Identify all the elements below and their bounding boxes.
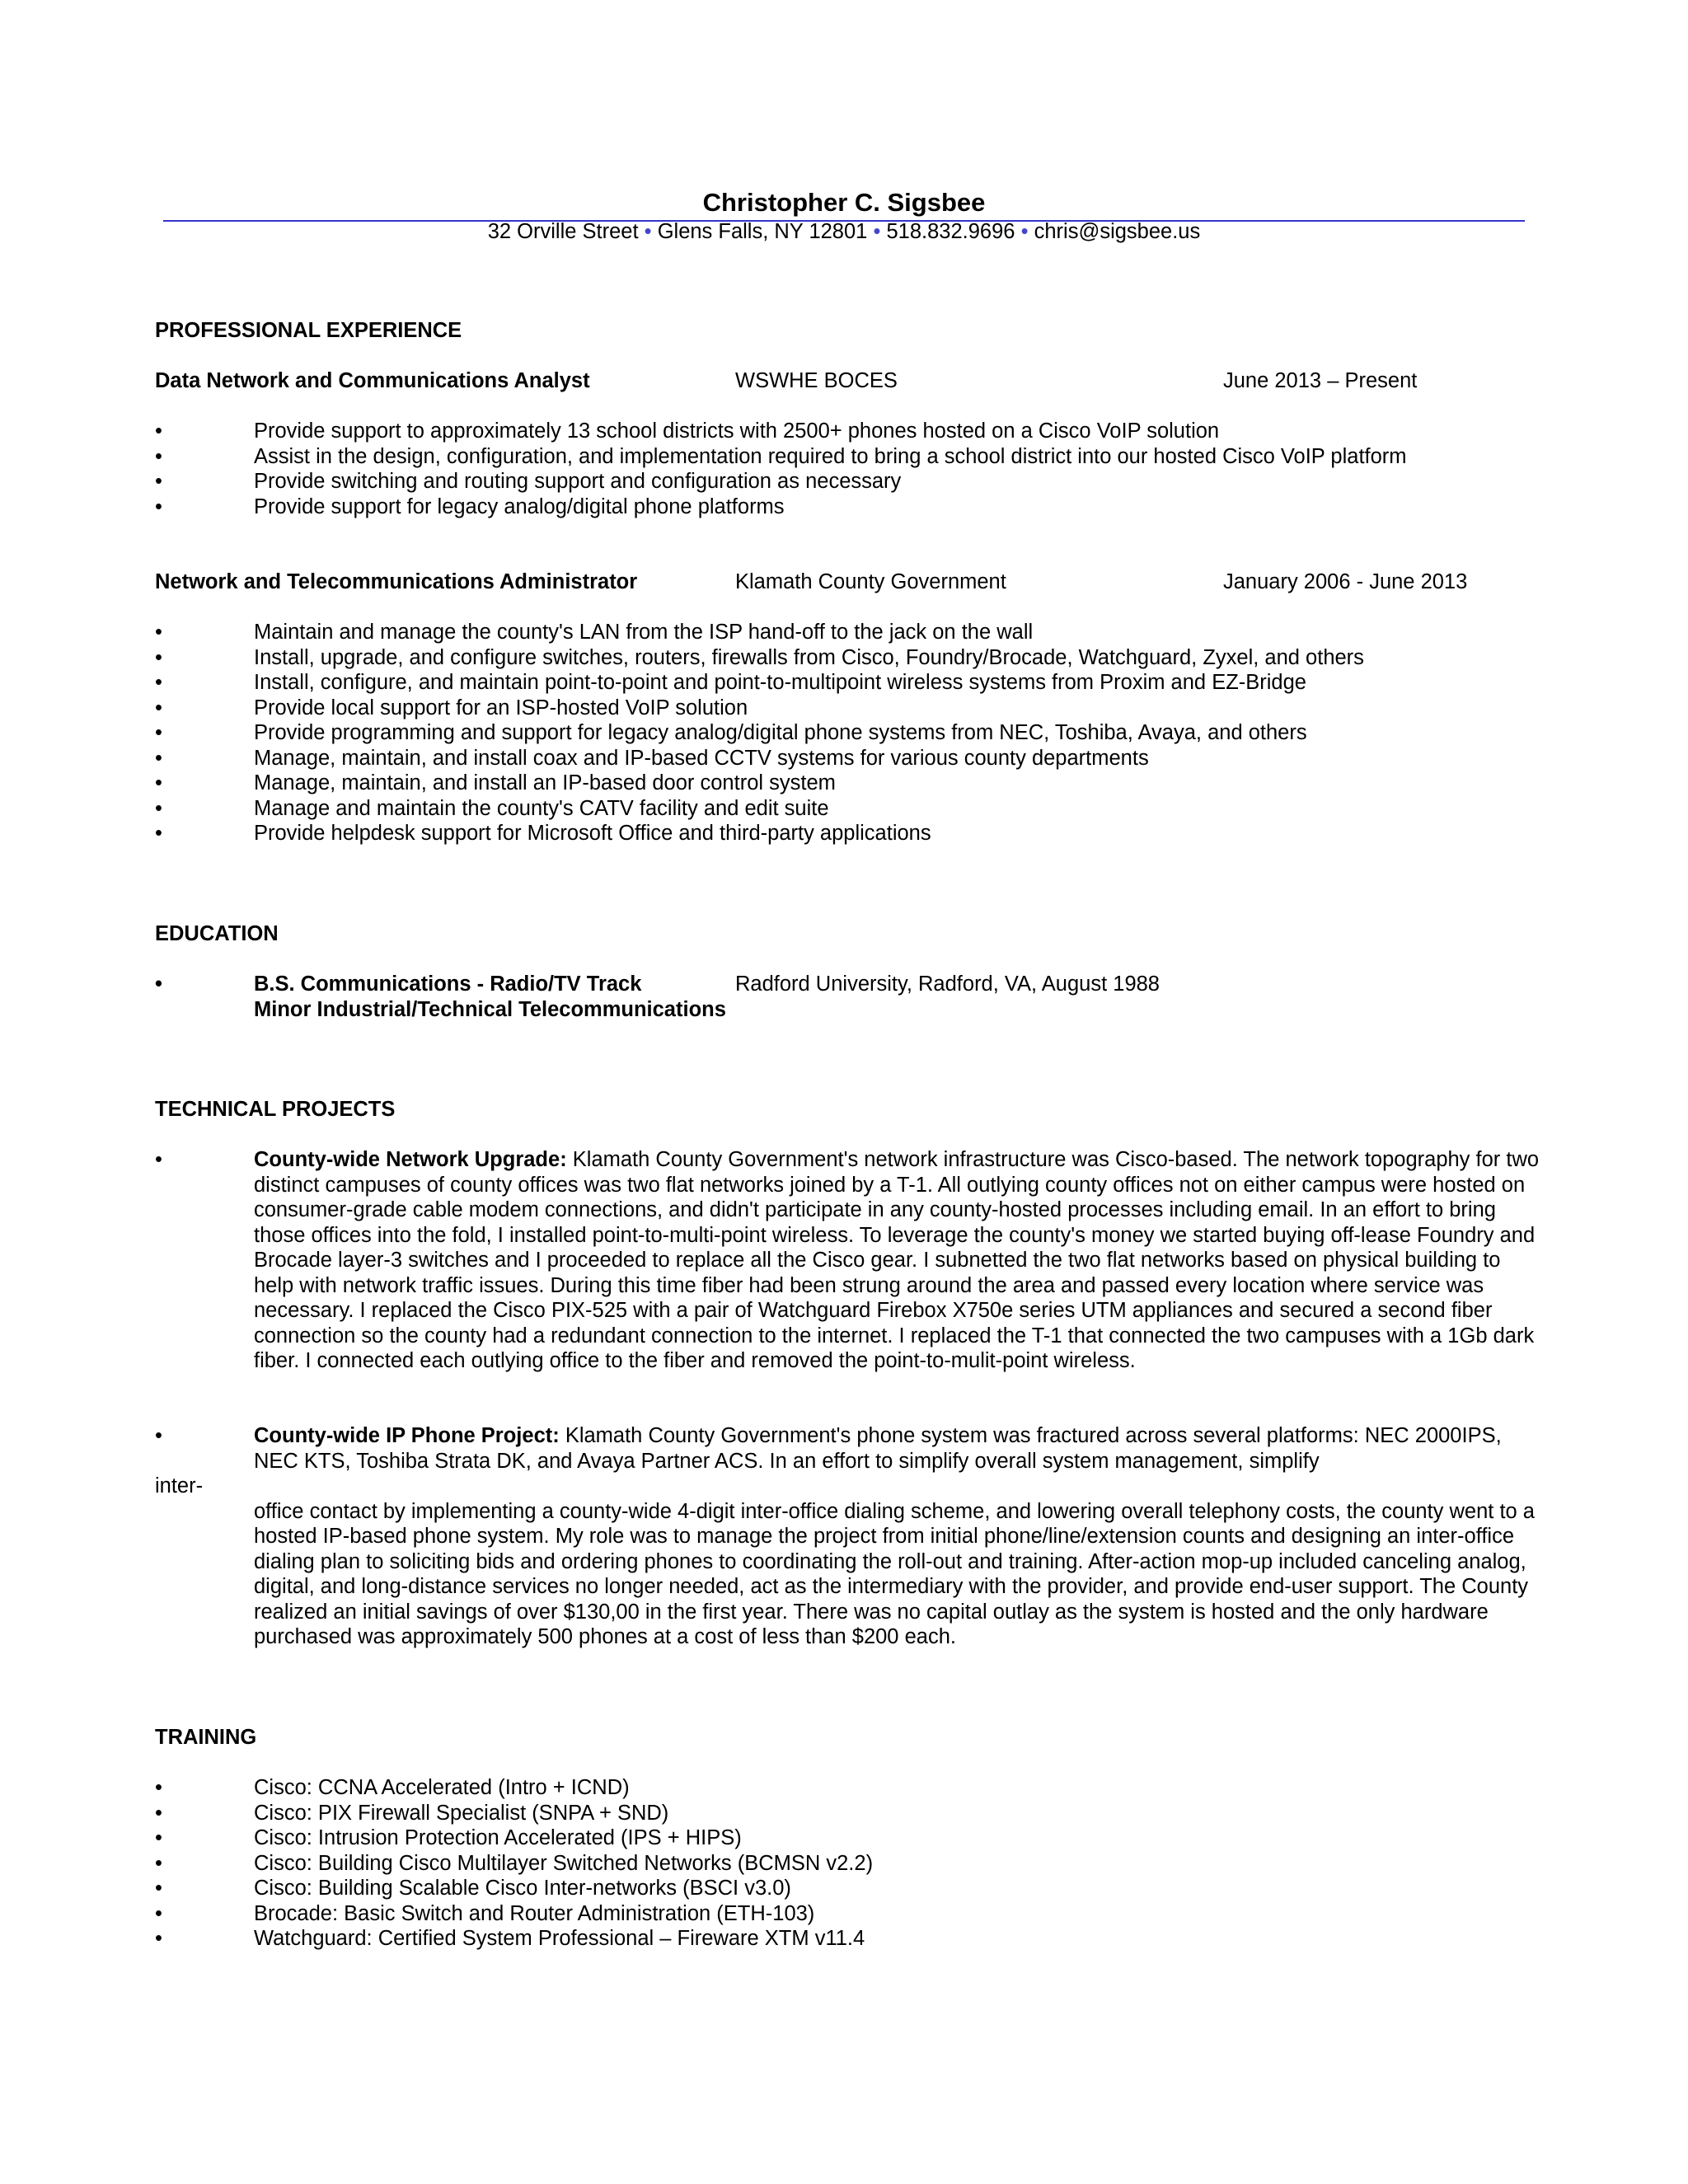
section-heading-training: TRAINING xyxy=(155,1726,257,1749)
project-description xyxy=(254,1423,1540,1474)
job-bullet: Manage, maintain, and install an IP-based door control system xyxy=(254,771,836,794)
bullet: • xyxy=(155,1801,162,1825)
bullet: • xyxy=(155,822,162,845)
bullet: • xyxy=(155,1826,162,1849)
bullet: • xyxy=(155,645,162,669)
contact-email: chris@sigsbee.us xyxy=(1034,220,1201,243)
job-bullet: Maintain and manage the county's LAN from the ISP hand-off to the jack on the wall xyxy=(254,621,1034,644)
training-item: Watchguard: Certified System Professional – Fireware XTM v11.4 xyxy=(254,1927,865,1950)
training-item: Brocade: Basic Switch and Router Administration (ETH-103) xyxy=(254,1901,815,1925)
bullet: • xyxy=(155,1776,162,1799)
bullet: • xyxy=(155,746,162,770)
contact-separator: • xyxy=(644,220,652,243)
job-title: Network and Telecommunications Administrator xyxy=(155,570,638,593)
contact-separator: • xyxy=(873,220,881,243)
contact-phone: 518.832.9696 xyxy=(886,220,1015,243)
bullet: • xyxy=(155,972,162,996)
project-title: County-wide IP Phone Project: xyxy=(254,1424,560,1447)
job-bullet: Assist in the design, configuration, and implementation required to bring a school district into our hosted Cisco VoIP platform xyxy=(254,444,1407,468)
job-dates: January 2006 - June 2013 xyxy=(1223,570,1468,593)
candidate-name: Christopher C. Sigsbee xyxy=(702,188,986,217)
section-heading-projects: TECHNICAL PROJECTS xyxy=(155,1098,396,1121)
job-employer: WSWHE BOCES xyxy=(735,369,898,392)
bullet: • xyxy=(155,1927,162,1950)
training-item: Cisco: Intrusion Protection Accelerated (IPS + HIPS) xyxy=(254,1826,742,1849)
bullet: • xyxy=(155,721,162,744)
education-degree: B.S. Communications - Radio/TV Track xyxy=(254,972,642,996)
bullet: • xyxy=(155,1148,162,1171)
job-bullet: Install, upgrade, and configure switches, routers, firewalls from Cisco, Foundry/Brocade, Watchguard, Zyxel, and others xyxy=(254,645,1364,669)
training-item: Cisco: PIX Firewall Specialist (SNPA + SND) xyxy=(254,1801,669,1825)
job-bullet: Provide support for legacy analog/digital phone platforms xyxy=(254,494,785,518)
project-title: County-wide Network Upgrade: xyxy=(254,1148,567,1171)
bullet: • xyxy=(155,470,162,493)
project-orphan-text: inter- xyxy=(155,1474,204,1497)
section-heading-education: EDUCATION xyxy=(155,922,279,945)
job-bullet: Manage, maintain, and install coax and IP-based CCTV systems for various county departments xyxy=(254,746,1149,770)
project-text: Klamath County Government's network infrastructure was Cisco-based. The network topography for two distinct campuses of county offices was two flat networks joined by a T-1. All outlying county offices not on either campus were hosted on consumer-grade cable modem connections, and didn't participate in any county-hosted processes including email. In an effort to bring those offices into the fold, I installed point-to-multi-point wireless. To leverage the county's money we started buying off-lease Foundry and Brocade layer-3 switches and I proceeded to replace all the Cisco gear. I subnetted the two flat networks based on physical building to help with network traffic issues. During this time fiber had been strung around the area and passed every location where service was necessary. I replaced the Cisco PIX-525 with a pair of Watchguard Firebox X750e series UTM appliances and secured a second fiber connection so the county had a redundant connection to the internet. I replaced the T-1 that connected the two campuses with a 1Gb dark fiber. I connected each outlying office to the fiber and removed the point-to-mulit-point wireless. xyxy=(254,1148,1540,1372)
bullet: • xyxy=(155,771,162,794)
bullet: • xyxy=(155,1877,162,1900)
education-minor: Minor Industrial/Technical Telecommunications xyxy=(254,997,726,1021)
bullet: • xyxy=(155,444,162,468)
job-employer: Klamath County Government xyxy=(735,570,1006,593)
project-description xyxy=(254,1147,1540,1374)
bullet: • xyxy=(155,1851,162,1875)
job-bullet: Install, configure, and maintain point-to-point and point-to-multipoint wireless systems from Proxim and EZ-Bridge xyxy=(254,671,1306,694)
contact-line xyxy=(0,219,1688,245)
job-bullet: Provide helpdesk support for Microsoft Office and third-party applications xyxy=(254,822,931,845)
training-item: Cisco: Building Scalable Cisco Inter-networks (BSCI v3.0) xyxy=(254,1877,791,1900)
contact-city: Glens Falls, NY 12801 xyxy=(657,220,868,243)
contact-street: 32 Orville Street xyxy=(487,220,639,243)
bullet: • xyxy=(155,796,162,820)
training-item: Cisco: Building Cisco Multilayer Switched Networks (BCMSN v2.2) xyxy=(254,1851,874,1875)
job-bullet: Provide programming and support for legacy analog/digital phone systems from NEC, Toshiba, Avaya, and others xyxy=(254,721,1307,744)
job-bullet: Provide support to approximately 13 school districts with 2500+ phones hosted on a Cisco VoIP solution xyxy=(254,419,1220,443)
bullet: • xyxy=(155,1424,162,1447)
bullet: • xyxy=(155,419,162,443)
bullet: • xyxy=(155,696,162,719)
job-bullet: Manage and maintain the county's CATV facility and edit suite xyxy=(254,796,829,820)
bullet: • xyxy=(155,494,162,518)
training-item: Cisco: CCNA Accelerated (Intro + ICND) xyxy=(254,1776,630,1799)
job-bullet: Provide local support for an ISP-hosted VoIP solution xyxy=(254,696,748,719)
job-dates: June 2013 – Present xyxy=(1223,369,1418,392)
job-title: Data Network and Communications Analyst xyxy=(155,369,590,392)
project-text: Klamath County Government's phone system was fractured across several platforms: NEC 2000IPS, NEC KTS, Toshiba Strata DK, and Avaya Partner ACS. In an effort to simplify overall system management, simplify xyxy=(254,1424,1502,1473)
contact-separator: • xyxy=(1020,220,1029,243)
education-school: Radford University, Radford, VA, August 1988 xyxy=(735,972,1160,996)
project-text-continued: office contact by implementing a county-wide 4-digit inter-office dialing scheme, and lowering overall telephony costs, the county went to a hosted IP-based phone system. My role was to manage the project from initial phone/line/extension counts and designing an inter-office dialing plan to soliciting bids and ordering phones to coordinating the roll-out and training. After-action mop-up included canceling analog, digital, and long-distance services no longer needed, act as the intermediary with the provider, and provide end-user support. The County realized an initial savings of over $130,00 in the first year. There was no capital outlay as the system is hosted and the only hardware purchased was approximately 500 phones at a cost of less than $200 each. xyxy=(254,1499,1535,1648)
bullet: • xyxy=(155,1901,162,1925)
section-heading-experience: PROFESSIONAL EXPERIENCE xyxy=(155,319,462,342)
bullet: • xyxy=(155,671,162,694)
job-bullet: Provide switching and routing support and configuration as necessary xyxy=(254,470,902,493)
bullet: • xyxy=(155,621,162,644)
